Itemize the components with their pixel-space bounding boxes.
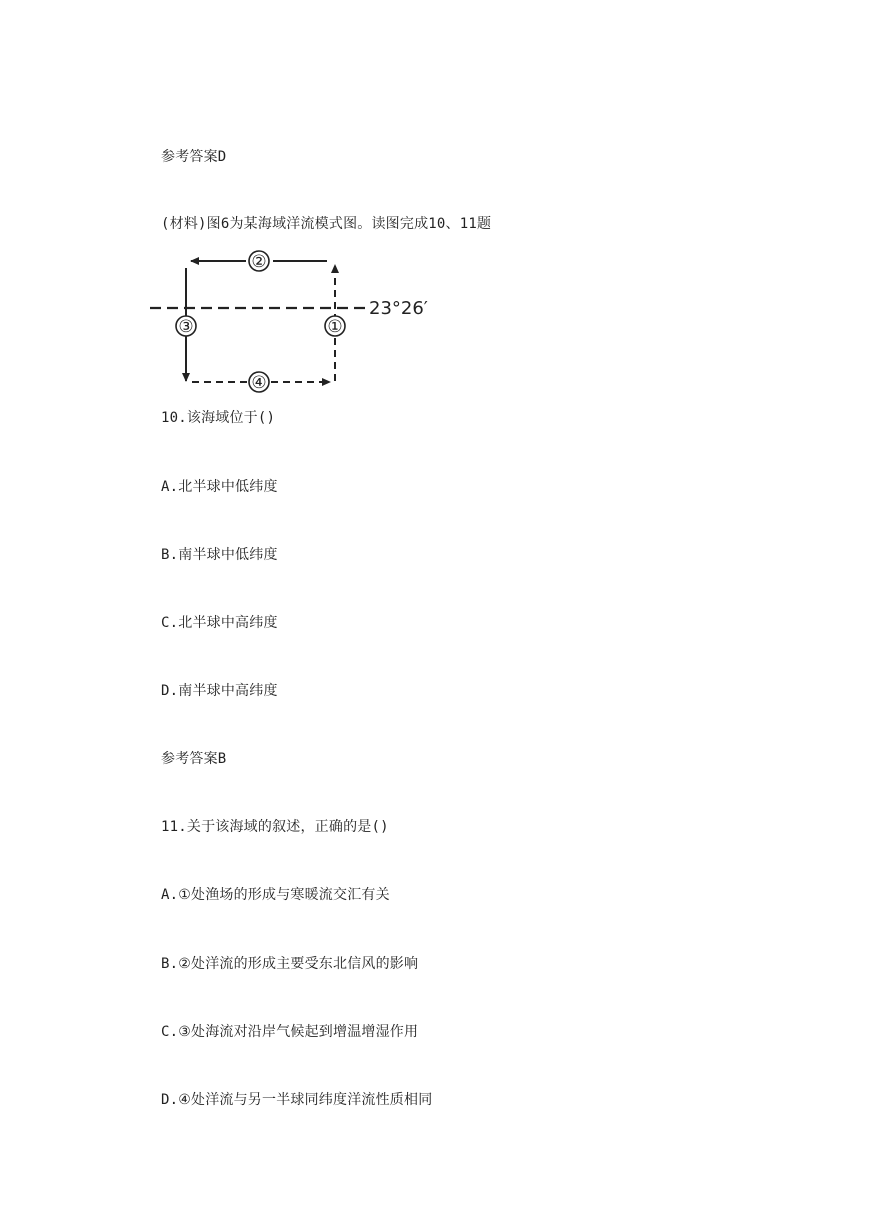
question-10-stem: 10.该海域位于() xyxy=(161,410,276,426)
marker-2-label: ② xyxy=(251,252,267,272)
question-10-option-b: B.南半球中低纬度 xyxy=(161,547,278,563)
question-11-option-c: C.③处海流对沿岸气候起到增温增湿作用 xyxy=(161,1024,419,1040)
question-11-option-d: D.④处洋流与另一半球同纬度洋流性质相同 xyxy=(161,1092,433,1108)
answer-text-2: 参考答案B xyxy=(161,751,227,767)
question-11-stem: 11.关于该海域的叙述，正确的是() xyxy=(161,819,389,835)
marker-4-label: ④ xyxy=(251,373,267,393)
answer-text-1: 参考答案D xyxy=(161,149,227,165)
marker-3-label: ③ xyxy=(178,317,194,337)
marker-1-label: ① xyxy=(327,317,343,337)
question-11-option-b: B.②处洋流的形成主要受东北信风的影响 xyxy=(161,956,419,972)
question-11-option-a: A.①处渔场的形成与寒暖流交汇有关 xyxy=(161,887,390,903)
question-10-option-c: C.北半球中高纬度 xyxy=(161,615,278,631)
material-intro: (材料)图6为某海域洋流模式图。读图完成10、11题 xyxy=(161,216,492,232)
question-10-option-d: D.南半球中高纬度 xyxy=(161,683,278,699)
ocean-current-diagram xyxy=(145,248,445,400)
latitude-label: 23°26′ xyxy=(369,298,428,319)
question-10-option-a: A.北半球中低纬度 xyxy=(161,479,278,495)
